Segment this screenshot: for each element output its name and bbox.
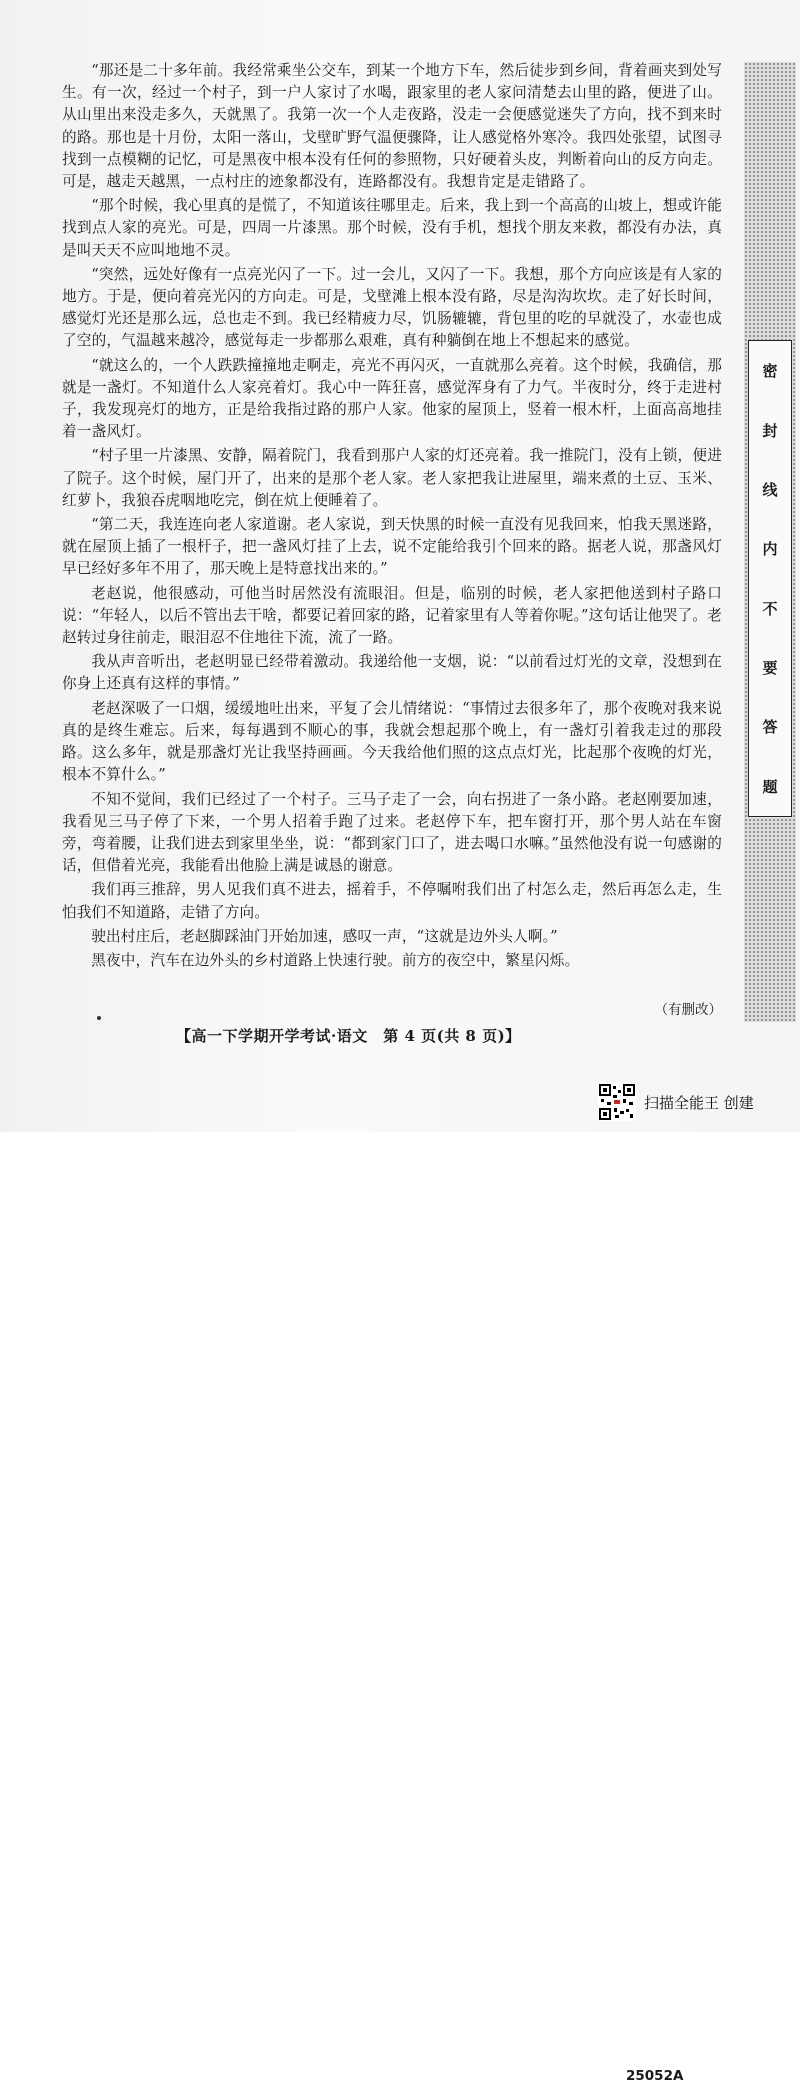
margin-dot [97,1016,101,1020]
edited-note: （有删改） [654,1002,722,1018]
paragraph: 不知不觉间，我们已经过了一个村子。三马子走了一会，向右拐进了一条小路。老赵刚要加速，我看见三马子停了下来，一个男人招着手跑了过来。老赵停下车，把车窗打开，那个男人站在车窗旁，弯着腰，让我们进去到家里坐坐，说：“都到家门口了，进去喝口水嘛。”虽然他没有说一句感谢的话，但借着光亮，我能看出他脸上满是诚恳的谢意。 [62,790,722,875]
binding-warning [748,340,792,817]
paragraph: “第二天，我连连向老人家道谢。老人家说，到天快黑的时候一直没有见我回来，怕我天黑迷路，就在屋顶上插了一根杆子，把一盏风灯挂了上去，说不定能给我引个回来的路。据老人说，那盏风灯早已经好多年不用了，那天晚上是特意找出来的。” [62,516,722,578]
paragraph: 老赵说，他很感动，可他当时居然没有流眼泪。但是，临别的时候，老人家把他送到村子路口说：“年轻人，以后不管出去干啥，都要记着回家的路，记着家里有人等着你呢。”这句话让他哭了。老赵转过身往前走，眼泪忍不住地往下流，流了一路。 [62,584,722,647]
paragraph: “那还是二十多年前。我经常乘坐公交车，到某一个地方下车，然后徒步到乡间，背着画夹到处写生。有一次，经过一个村子，到一户人家讨了水喝，跟家里的老人家问清楚去山里的路，便进了山。从山里出来没走多久，天就黑了。我第一次一个人走夜路，没走一会便感觉迷失了方向，找不到来时的路。那也是十月份，太阳一落山，戈壁旷野气温便骤降，让人感觉格外寒冷。我四处张望，试图寻找到一点模糊的记忆，可是黑夜中根本没有任何的参照物，只好硬着头皮，判断着向山的反方向走。可是，越走天越黑，一点村庄的迹象都没有，连路都没有。我想肯定是走错路了。 [62,62,722,191]
paragraph: “就这么的，一个人跌跌撞撞地走啊走，亮光不再闪灭，一直就那么亮着。这个时候，我确信，那就是一盏灯。不知道什么人家亮着灯。我心中一阵狂喜，感觉浑身有了力气。半夜时分，终于走进村子，我发现亮灯的地方，正是给我指过路的那户人家。他家的屋顶上，竖着一根木杆，上面高高地挂着一盏风灯。 [62,356,722,441]
scanner-label: 扫描全能王 创建 [644,1093,754,1112]
binding-char: 线 [762,480,778,499]
binding-char: 题 [762,777,778,796]
binding-char: 要 [762,659,778,678]
paragraph: 老赵深吸了一口烟，缓缓地吐出来，平复了会儿情绪说：“事情过去很多年了，那个夜晚对我来说真的是终生难忘。后来，每每遇到不顺心的事，我就会想起那个晚上，有一盏灯引着我走过的那段路。这么多年，就是那盏灯光让我坚持画画。今天我给他们照的这点点灯光，比起那个夜晚的灯光，根本不算什么。” [62,699,722,784]
edited-note-row [0,998,722,1018]
paragraph: 我从声音听出，老赵明显已经带着激动。我递给他一支烟，说：“以前看过灯光的文章，没想到在你身上还真有这样的事情。” [62,653,722,693]
qr-code-icon [598,1083,636,1121]
paragraph: “村子里一片漆黑、安静，隔着院门，我看到那户人家的灯还亮着。我一推院门，没有上锁，便进了院子。这个时候，屋门开了，出来的是那个老人家。老人家把我让进屋里，端来煮的土豆、玉米、红萝卜，我狼吞虎咽地吃完，倒在炕上便睡着了。 [62,447,722,509]
paper-code: 25052A [626,2068,684,2084]
paragraph: “那个时候，我心里真的是慌了，不知道该往哪里走。后来，我上到一个高高的山坡上，想或许能找到点人家的亮光。可是，四周一片漆黑。那个时候，没有手机，想找个朋友来救，都没有办法，真是叫天天不应叫地地不灵。 [62,197,722,259]
paragraph: 驶出村庄后，老赵脚踩油门开始加速，感叹一声，“这就是边外头人啊。” [91,927,558,945]
binding-char: 答 [762,718,778,737]
paragraph: “突然，远处好像有一点亮光闪了一下。过一会儿，又闪了一下。我想，那个方向应该是有人家的地方。于是，便向着亮光闪的方向走。可是，戈壁滩上根本没有路，尽是沟沟坎坎。走了好长时间，感觉灯光还是那么远，总也走不到。我已经精疲力尽，饥肠辘辘，背包里的吃的早就没了，水壶也成了空的，气温越来越冷，感觉每走一步都那么艰难，真有种躺倒在地上不想起来的感觉。 [62,265,722,350]
binding-char: 封 [762,421,778,440]
passage-body [62,60,722,974]
binding-char: 密 [762,362,778,381]
exam-title: 【高一下学期开学考试·语文 第 4 页(共 8 页)】 [176,1027,521,1045]
binding-char: 不 [762,599,778,618]
scanner-watermark [598,1082,754,1122]
binding-char: 内 [762,540,778,559]
paragraph: 我们再三推辞，男人见我们真不进去，摇着手，不停嘱咐我们出了村怎么走，然后再怎么走，生怕我们不知道路，走错了方向。 [62,881,722,921]
paragraph: 黑夜中，汽车在边外头的乡村道路上快速行驶。前方的夜空中，繁星闪烁。 [91,951,580,969]
